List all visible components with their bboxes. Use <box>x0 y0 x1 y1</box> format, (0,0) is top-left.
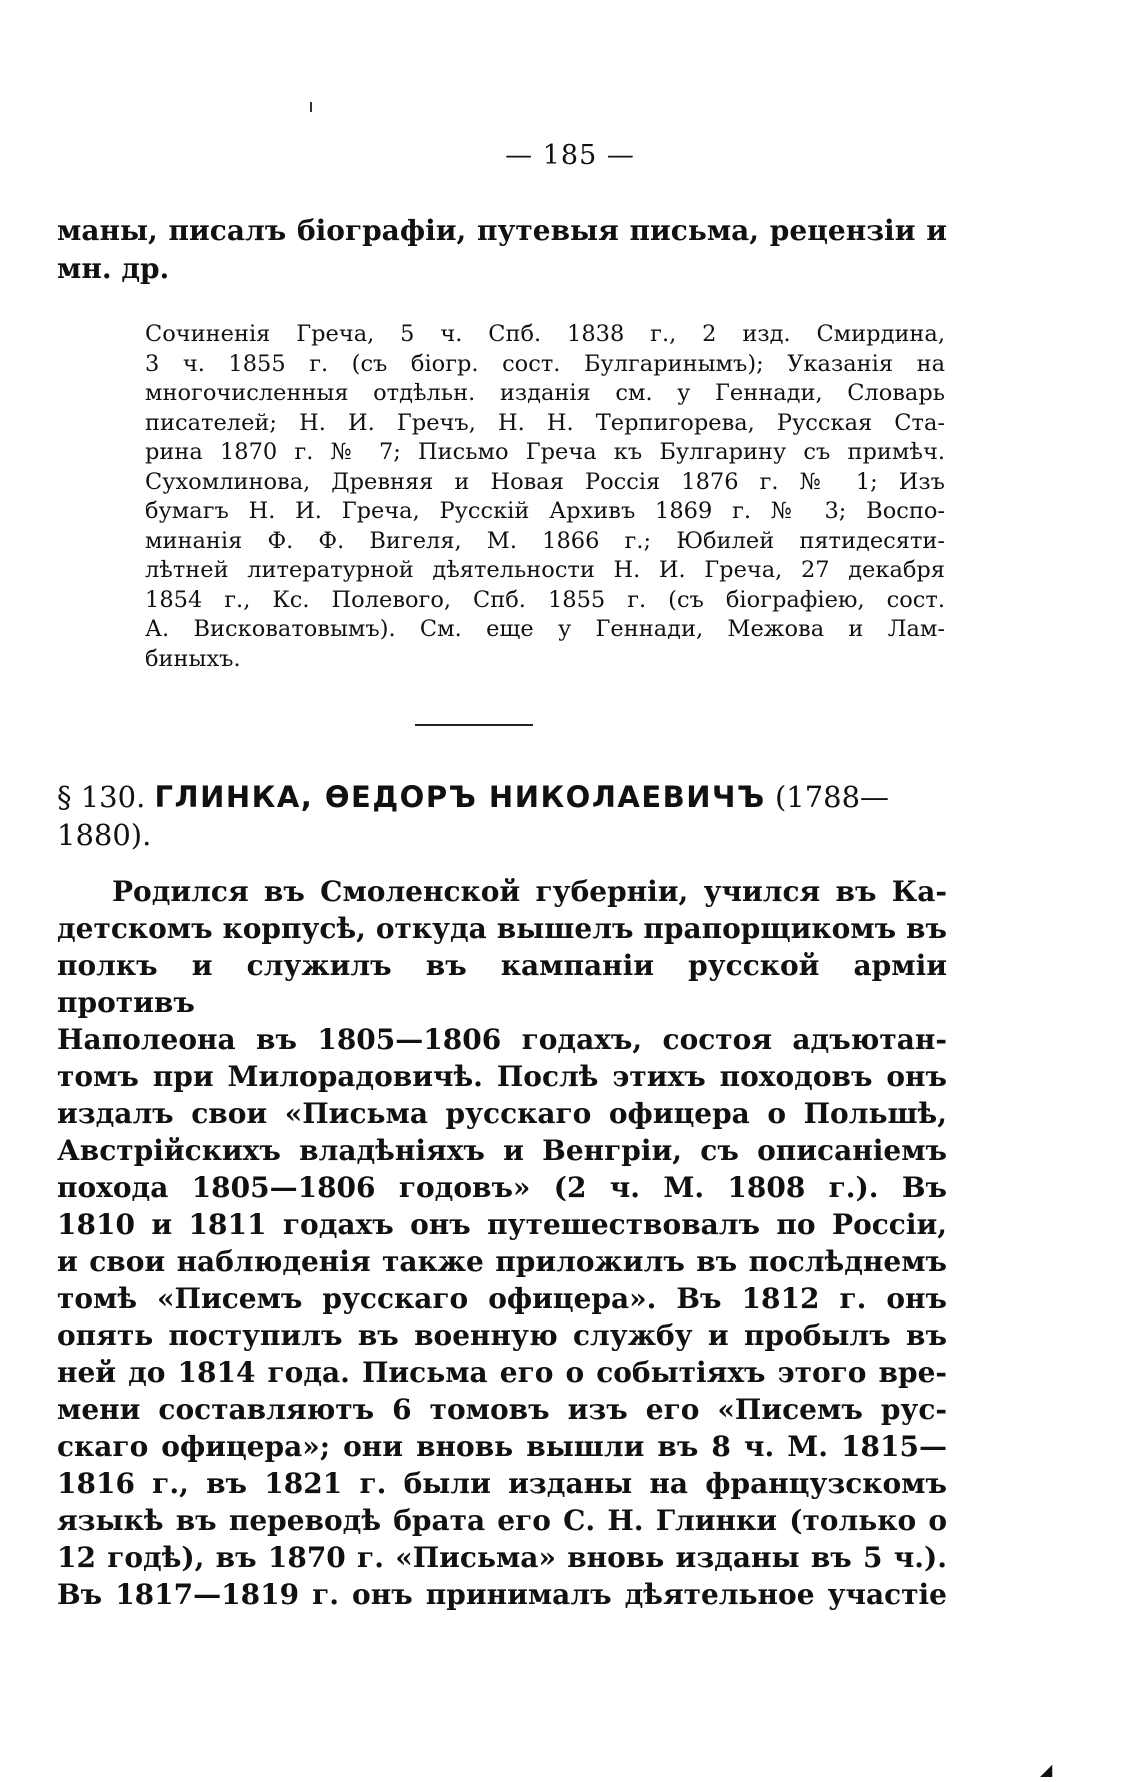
body-line: и свои наблюденія также приложилъ въ послѣднемъ <box>57 1245 947 1278</box>
section-heading <box>57 778 947 854</box>
page-number: — 185 — <box>505 140 635 171</box>
bibliography-note <box>145 320 945 674</box>
body-line: похода 1805—1806 годовъ» (2 ч. М. 1808 г.). Въ <box>57 1171 947 1204</box>
print-mark: ◢ <box>1040 1760 1053 1779</box>
bibliography-line: лѣтней литературной дѣятельности Н. И. Греча, 27 декабря <box>145 557 945 583</box>
bibliography-line: биныхъ. <box>145 645 241 672</box>
section-years-start: (1788— <box>774 780 890 814</box>
biography-paragraph <box>57 873 947 1613</box>
bibliography-line: минанія Ф. Ф. Вигеля, М. 1866 г.; Юбилей пятидесяти- <box>145 527 945 554</box>
bibliography-line: рина 1870 г. № 7; Письмо Греча къ Булгарину съ примѣч. <box>145 439 945 465</box>
bibliography-line: многочисленныя отдѣльн. изданія см. у Геннади, Словарь <box>145 380 945 406</box>
body-line: Наполеона въ 1805—1806 годахъ, состоя адъютан- <box>57 1023 947 1056</box>
continued-paragraph <box>57 212 947 288</box>
bibliography-line: писателей; Н. И. Гречъ, Н. Н. Терпигорева, Русская Ста- <box>145 409 945 436</box>
body-line: опять поступилъ въ военную службу и пробылъ въ <box>57 1319 947 1352</box>
body-line: Родился въ Смоленской губерніи, учился въ Ка- <box>112 875 947 908</box>
body-line: скаго офицера»; они вновь вышли въ 8 ч. М. 1815— <box>57 1430 947 1463</box>
bibliography-line: А. Висковатовымъ). См. еще у Геннади, Межова и Лам- <box>145 616 945 642</box>
body-line: полкъ и служилъ въ кампаніи русской арміи противъ <box>57 949 947 1019</box>
section-name: ГЛИНКА, ѲЕДОРЪ НИКОЛАЕВИЧЪ <box>154 780 766 814</box>
body-line: языкѣ въ переводѣ брата его С. Н. Глинки (только о <box>57 1504 947 1537</box>
body-line: 1810 и 1811 годахъ онъ путешествовалъ по Россіи, <box>57 1208 947 1241</box>
body-line: Австрійскихъ владѣніяхъ и Венгріи, съ описаніемъ <box>57 1134 947 1167</box>
body-line: ней до 1814 года. Письма его о событіяхъ этого вре- <box>57 1356 947 1389</box>
bibliography-line: 1854 г., Кс. Полевого, Спб. 1855 г. (съ біографіею, сост. <box>145 586 945 613</box>
body-line: 1816 г., въ 1821 г. были изданы на французскомъ <box>57 1467 947 1500</box>
body-line: мени составляютъ 6 томовъ изъ его «Писемъ рус- <box>57 1393 947 1426</box>
section-number: § 130. <box>57 780 146 814</box>
body-line: Въ 1817—1819 г. онъ принималъ дѣятельное участіе <box>57 1578 947 1611</box>
section-divider <box>415 724 533 726</box>
body-line: детскомъ корпусѣ, откуда вышелъ прапорщикомъ въ <box>57 912 947 945</box>
print-speck <box>310 102 312 112</box>
bibliography-line: Сочиненія Греча, 5 ч. Спб. 1838 г., 2 изд. Смирдина, <box>145 321 945 347</box>
text-line: мн. др. <box>57 252 170 285</box>
bibliography-line: бумагъ Н. И. Греча, Русскій Архивъ 1869 г. № 3; Воспо- <box>145 498 945 524</box>
section-years-end: 1880). <box>57 818 152 852</box>
bibliography-line: 3 ч. 1855 г. (съ біогр. сост. Булгаринымъ); Указанія на <box>145 350 945 377</box>
body-line: 12 годѣ), въ 1870 г. «Письма» вновь изданы въ 5 ч.). <box>57 1541 947 1574</box>
bibliography-line: Сухомлинова, Древняя и Новая Россія 1876 г. № 1; Изъ <box>145 468 945 495</box>
text-line: маны, писалъ біографіи, путевыя письма, рецензіи и <box>57 214 947 247</box>
body-line: томѣ «Писемъ русскаго офицера». Въ 1812 г. онъ <box>57 1282 947 1315</box>
body-line: издалъ свои «Письма русскаго офицера о Польшѣ, <box>57 1097 947 1130</box>
body-line: томъ при Милорадовичѣ. Послѣ этихъ походовъ онъ <box>57 1060 947 1093</box>
